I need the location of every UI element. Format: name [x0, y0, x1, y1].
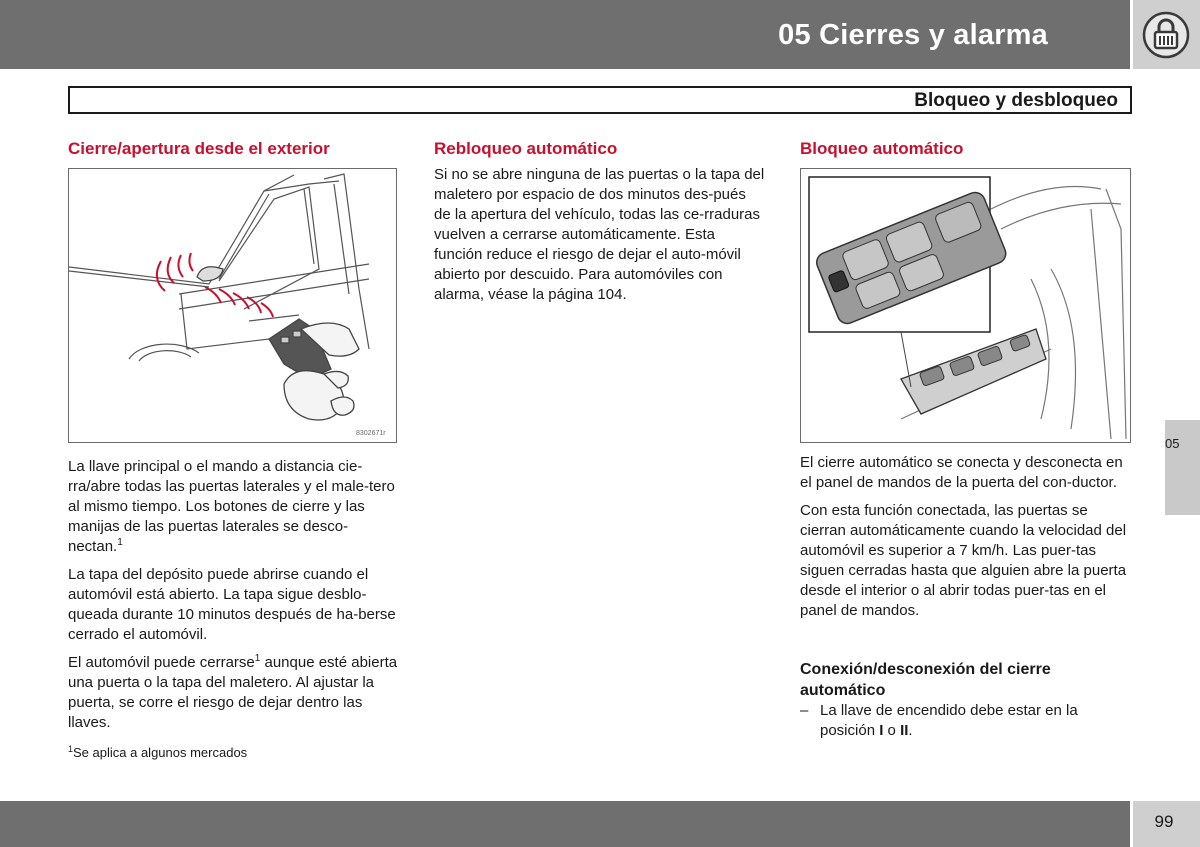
- figure-code: 8302671r: [356, 430, 386, 437]
- col2-heading: Rebloqueo automático: [434, 139, 618, 158]
- col3-body: [800, 453, 1132, 629]
- page-number: 99: [1154, 812, 1174, 831]
- door-panel-illustration: [800, 168, 1131, 443]
- col1-paragraph-2: La tapa del depósito puede abrirse cuando el automóvil está abierto. La tapa sigue desblo-queada durante 10 minutos después de ha-berse cerrado el automóvil.: [68, 566, 396, 643]
- car-and-remote-drawing: [69, 169, 397, 443]
- footnote-ref: 1: [117, 537, 123, 548]
- col1-heading: Cierre/apertura desde el exterior: [68, 139, 330, 158]
- section-title-box: [68, 86, 1132, 114]
- footnote-text: Se aplica a algunos mercados: [73, 745, 248, 760]
- page-number-box: [1133, 801, 1200, 847]
- section-title: Bloqueo y desbloqueo: [914, 90, 1118, 111]
- instruction-list-item: [800, 701, 1132, 743]
- col1-p3b-text: aunque esté abierta una puerta o la tapa del maletero. Al ajustar la puerta, se corre el riesgo de dejar dentro las llaves.: [68, 654, 398, 731]
- padlock-icon: [1142, 11, 1190, 59]
- dash-bullet: –: [800, 702, 809, 719]
- instruction-text-dot: .: [908, 722, 913, 739]
- footnote: [68, 745, 247, 760]
- door-control-panel-drawing: [801, 169, 1131, 443]
- col3-paragraph-1: El cierre automático se conecta y desconecta en el panel de mandos de la puerta del con-ductor.: [800, 454, 1123, 491]
- chapter-side-tab: [1165, 420, 1200, 515]
- header-bar: [0, 0, 1130, 69]
- col1-paragraph-1: [68, 457, 401, 557]
- col1-body: [68, 457, 401, 741]
- position-II: II: [900, 722, 909, 739]
- instruction-text: [820, 701, 1120, 741]
- side-tab-label: 05: [1165, 436, 1180, 451]
- footer-bar: [0, 801, 1130, 847]
- position-I: I: [879, 722, 884, 739]
- col1-paragraph-3: [68, 653, 401, 733]
- footnote-ref: 1: [254, 653, 261, 664]
- col3-subheading: [800, 659, 1130, 701]
- col1-p3a-text: El automóvil puede cerrarse: [68, 654, 255, 671]
- subheading-line-1: Conexión/desconexión del cierre: [800, 661, 1051, 678]
- col3-paragraph-2: Con esta función conectada, las puertas se cierran automáticamente cuando la velocidad del automóvil es superior a 7 km/h. Las puer-tas siguen cerradas hasta que alguien abre la puerta desde el interior o al abrir todas puer-tas en el panel de mandos.: [800, 502, 1127, 619]
- col2-body: [434, 165, 766, 313]
- col1-p1-text: La llave principal o el mando a distancia cie-rra/abre todas las puertas laterales y el male-tero al mismo tiempo. Los botones de cierre y las manijas de las puertas laterales se desco-nectan.: [68, 458, 395, 555]
- key-remote-illustration: [68, 168, 397, 443]
- instruction-text-o: o: [883, 722, 901, 739]
- chapter-icon-box: [1133, 0, 1200, 69]
- subheading-line-2: automático: [800, 682, 886, 699]
- col2-paragraph-1: Si no se abre ninguna de las puertas o la tapa del maletero por espacio de dos minutos des-pués de la apertura del vehículo, todas las ce-rraduras vuelven a cerrarse automáticamente. Esta función reduce el riesgo de dejar el auto-móvil abierto por descuido. Para automóviles con alarma, véase la página 104.: [434, 166, 765, 303]
- footnote-mark: 1: [68, 744, 74, 754]
- chapter-title: 05 Cierres y alarma: [778, 19, 1048, 51]
- col3-heading: Bloqueo automático: [800, 139, 964, 158]
- instruction-text-a: La llave de encendido debe estar en la posición: [820, 702, 1078, 739]
